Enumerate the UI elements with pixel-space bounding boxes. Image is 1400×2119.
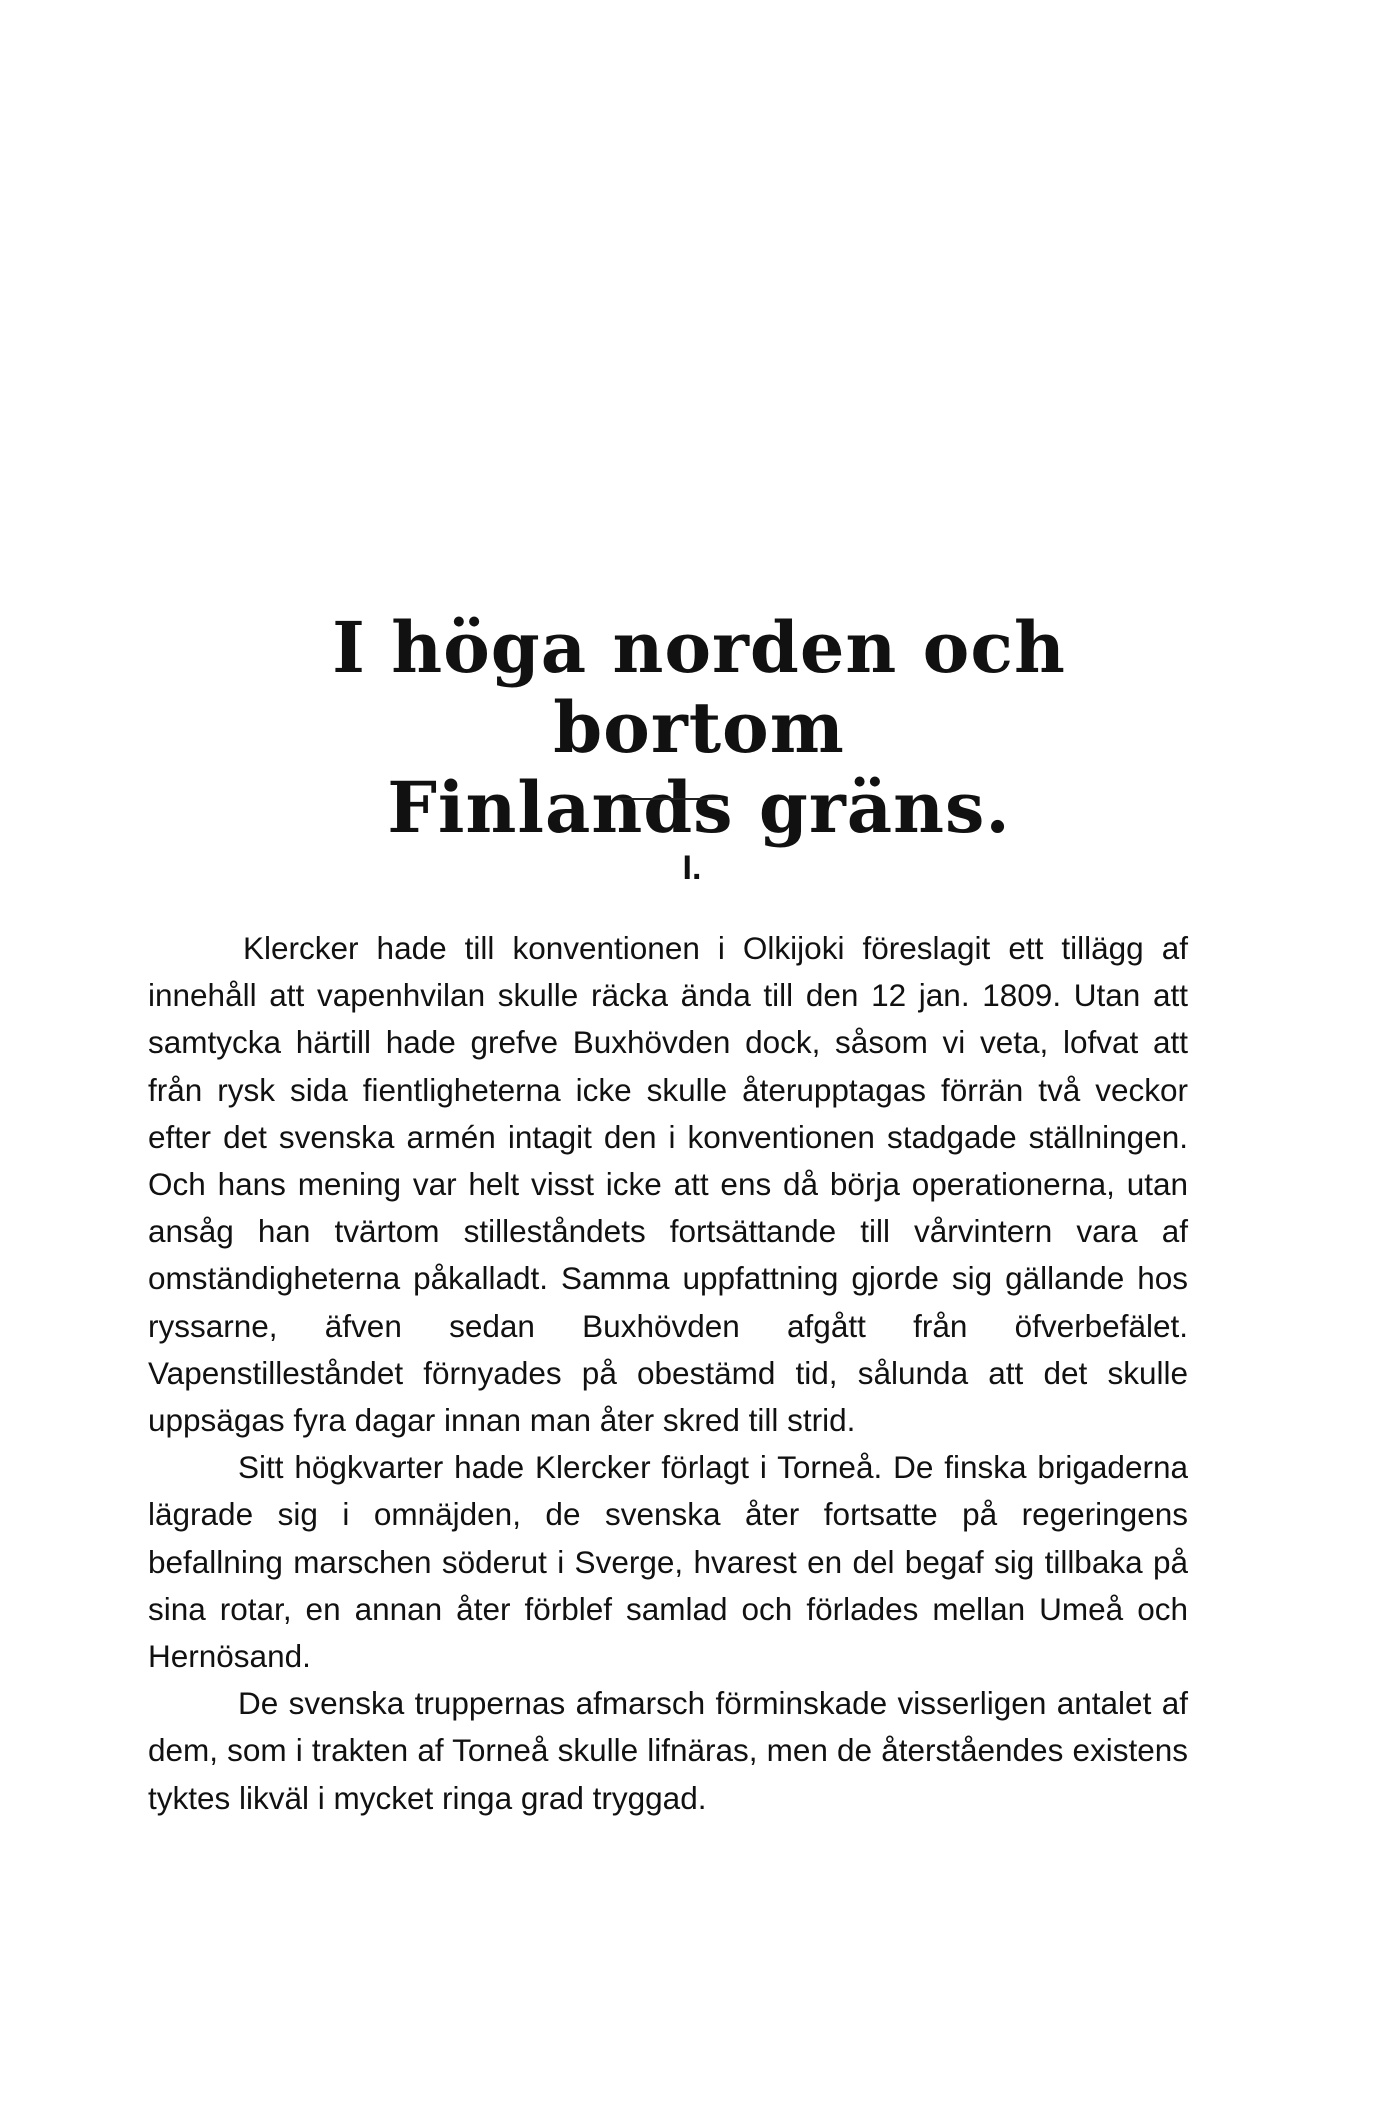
title-divider <box>618 798 722 800</box>
chapter-title <box>148 608 1188 848</box>
chapter-title-line-2: Finlands gräns. <box>387 766 1011 849</box>
paragraph-1: Klercker hade till konventionen i Olkijoki föreslagit ett tillägg af innehåll att vapenhvilan skulle räcka ända till den 12 jan. 1809. Utan att samtycka härtill hade grefve Buxhövden dock, såsom vi veta, lofvat att från rysk sida fientligheterna icke skulle återupptagas förrän två veckor efter det svenska armén intagit den i konventionen stadgade ställningen. Och hans mening var helt visst icke att ens då börja operationerna, utan ansåg han tvärtom stilleståndets fortsättande till vårvintern vara af omständigheterna påkalladt. Samma uppfattning gjorde sig gällande hos ryssarne, äfven sedan Buxhövden afgått från öfverbefälet. Vapenstilleståndet förnyades på obestämd tid, sålunda att det skulle uppsägas fyra dagar innan man åter skred till strid. <box>148 930 1188 1439</box>
paragraph-3: De svenska truppernas afmarsch förminskade visserligen antalet af dem, som i trakten af Torneå skulle lifnäras, men de återståendes existens tyktes likväl i mycket ringa grad tryggad. <box>148 1685 1188 1816</box>
paragraph-2: Sitt högkvarter hade Klercker förlagt i Torneå. De finska brigaderna lägrade sig i omnäjden, de svenska åter fortsatte på regeringens befallning marschen söderut i Sverge, hvarest en del begaf sig tillbaka på sina rotar, en annan åter förblef samlad och förlades mellan Umeå och Hernösand. <box>148 1449 1188 1675</box>
book-page <box>148 0 1188 2119</box>
section-number: I. <box>682 849 702 887</box>
body-text <box>148 925 1188 1822</box>
chapter-title-line-1: I höga norden och bortom <box>332 606 1066 769</box>
